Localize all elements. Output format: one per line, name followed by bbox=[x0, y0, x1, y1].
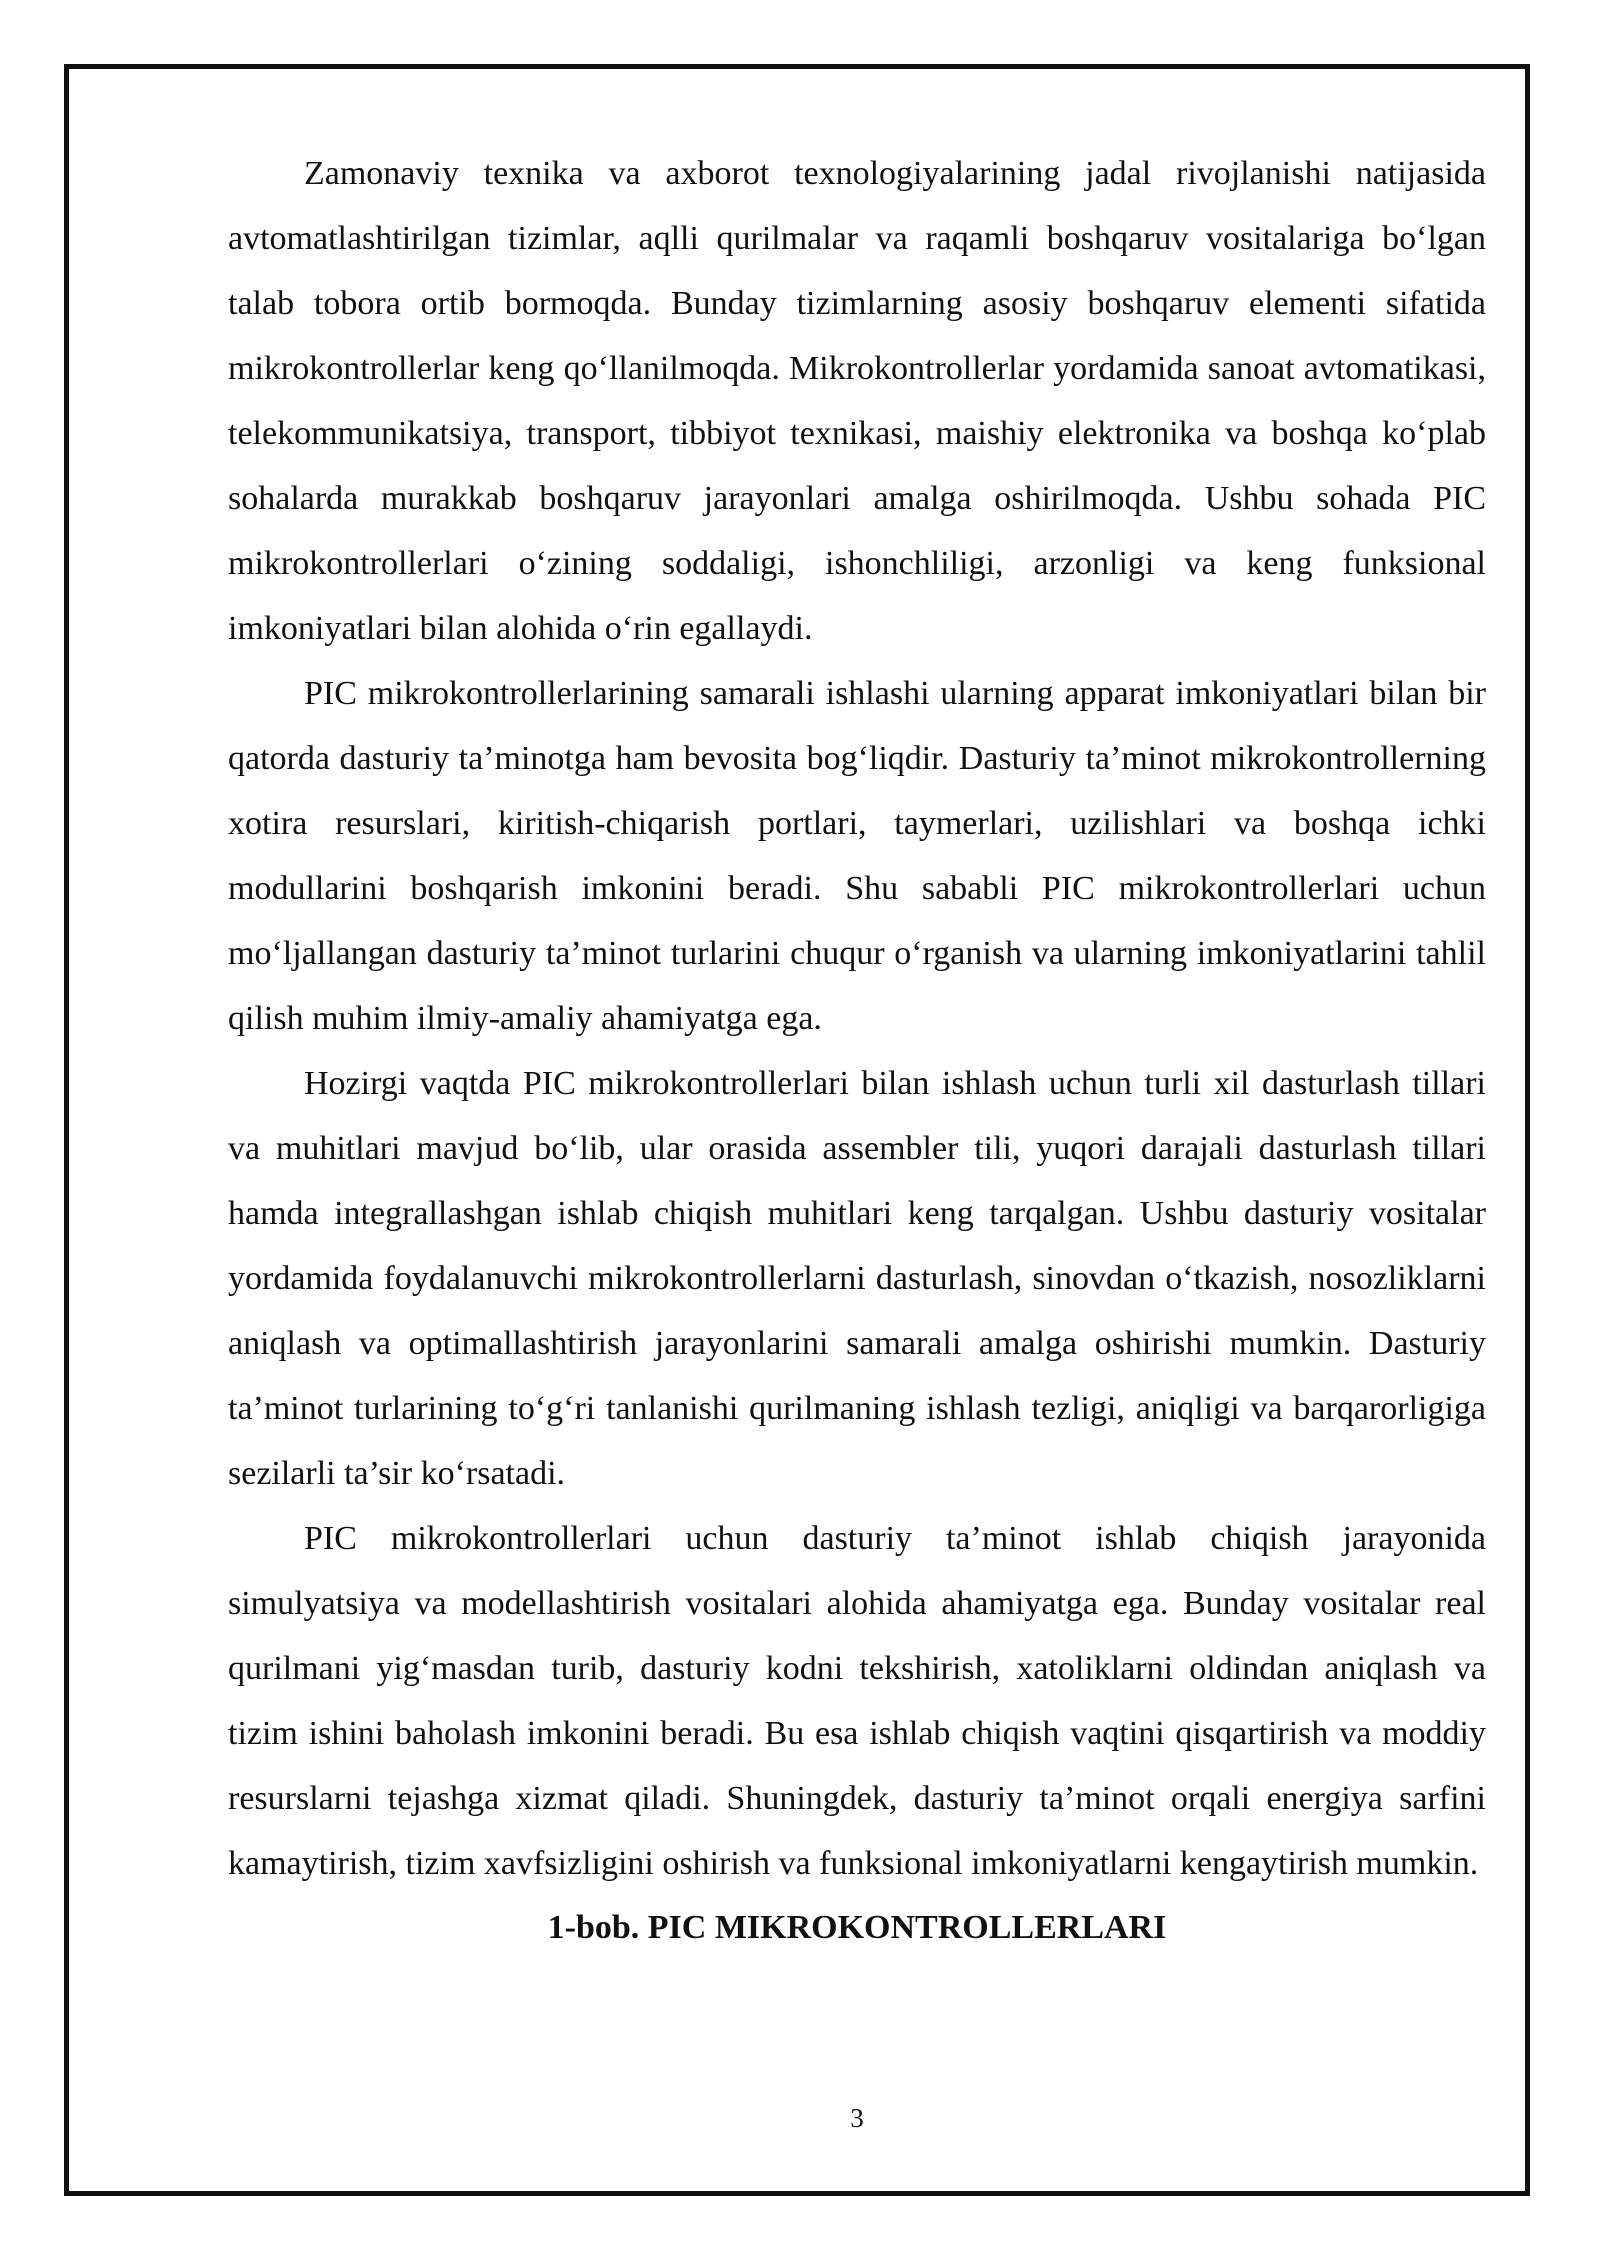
document-body bbox=[228, 141, 1486, 1958]
chapter-heading: 1-bob. PIC MIKROKONTROLLERLARI bbox=[547, 1909, 1167, 1946]
paragraph-2: PIC mikrokontrollerlarining samarali ishlashi ularning apparat imkoniyatlari bilan bir qatorda dasturiy ta’minotga ham bevosita bog‘liqdir. Dasturiy ta’minot mikrokontrollerning xotira resurslari, kiritish-chiqarish portlari, taymerlari, uzilishlari va boshqa ichki modullarini boshqarish imkonini beradi. Shu sababli PIC mikrokontrollerlari uchun mo‘ljallangan dasturiy ta’minot turlarini chuqur o‘rganish va ularning imkoniyatlarini tahlil qilish muhim ilmiy-amaliy ahamiyatga ega. bbox=[228, 675, 1486, 1037]
paragraph-4: PIC mikrokontrollerlari uchun dasturiy ta’minot ishlab chiqish jarayonida simulyatsiya va modellashtirish vositalari alohida ahamiyatga ega. Bunday vositalar real qurilmani yig‘masdan turib, dasturiy kodni tekshirish, xatoliklarni oldindan aniqlash va tizim ishini baholash imkonini beradi. Bu esa ishlab chiqish vaqtini qisqartirish va moddiy resurslarni tejashga xizmat qiladi. Shuningdek, dasturiy ta’minot orqali energiya sarfini kamaytirish, tizim xavfsizligini oshirish va funksional imkoniyatlarni kengaytirish mumkin. bbox=[228, 1520, 1486, 1882]
paragraph-3: Hozirgi vaqtda PIC mikrokontrollerlari bilan ishlash uchun turli xil dasturlash tillari va muhitlari mavjud bo‘lib, ular orasida assembler tili, yuqori darajali dasturlash tillari hamda integrallashgan ishlab chiqish muhitlari keng tarqalgan. Ushbu dasturiy vositalar yordamida foydalanuvchi mikrokontrollerlarni dasturlash, sinovdan o‘tkazish, nosozliklarni aniqlash va optimallashtirish jarayonlarini samarali amalga oshirishi mumkin. Dasturiy ta’minot turlarining to‘g‘ri tanlanishi qurilmaning ishlash tezligi, aniqligi va barqarorligiga sezilarli ta’sir ko‘rsatadi. bbox=[228, 1065, 1486, 1492]
paragraph-1: Zamonaviy texnika va axborot texnologiyalarining jadal rivojlanishi natijasida avtomatlashtirilgan tizimlar, aqlli qurilmalar va raqamli boshqaruv vositalariga bo‘lgan talab tobora ortib bormoqda. Bunday tizimlarning asosiy boshqaruv elementi sifatida mikrokontrollerlar keng qo‘llanilmoqda. Mikrokontrollerlar yordamida sanoat avtomatikasi, telekommunikatsiya, transport, tibbiyot texnikasi, maishiy elektronika va boshqa ko‘plab sohalarda murakkab boshqaruv jarayonlari amalga oshirilmoqda. Ushbu sohada PIC mikrokontrollerlari o‘zining soddaligi, ishonchliligi, arzonligi va keng funksional imkoniyatlari bilan alohida o‘rin egallaydi. bbox=[228, 155, 1486, 647]
page-number: 3 bbox=[850, 2103, 864, 2133]
